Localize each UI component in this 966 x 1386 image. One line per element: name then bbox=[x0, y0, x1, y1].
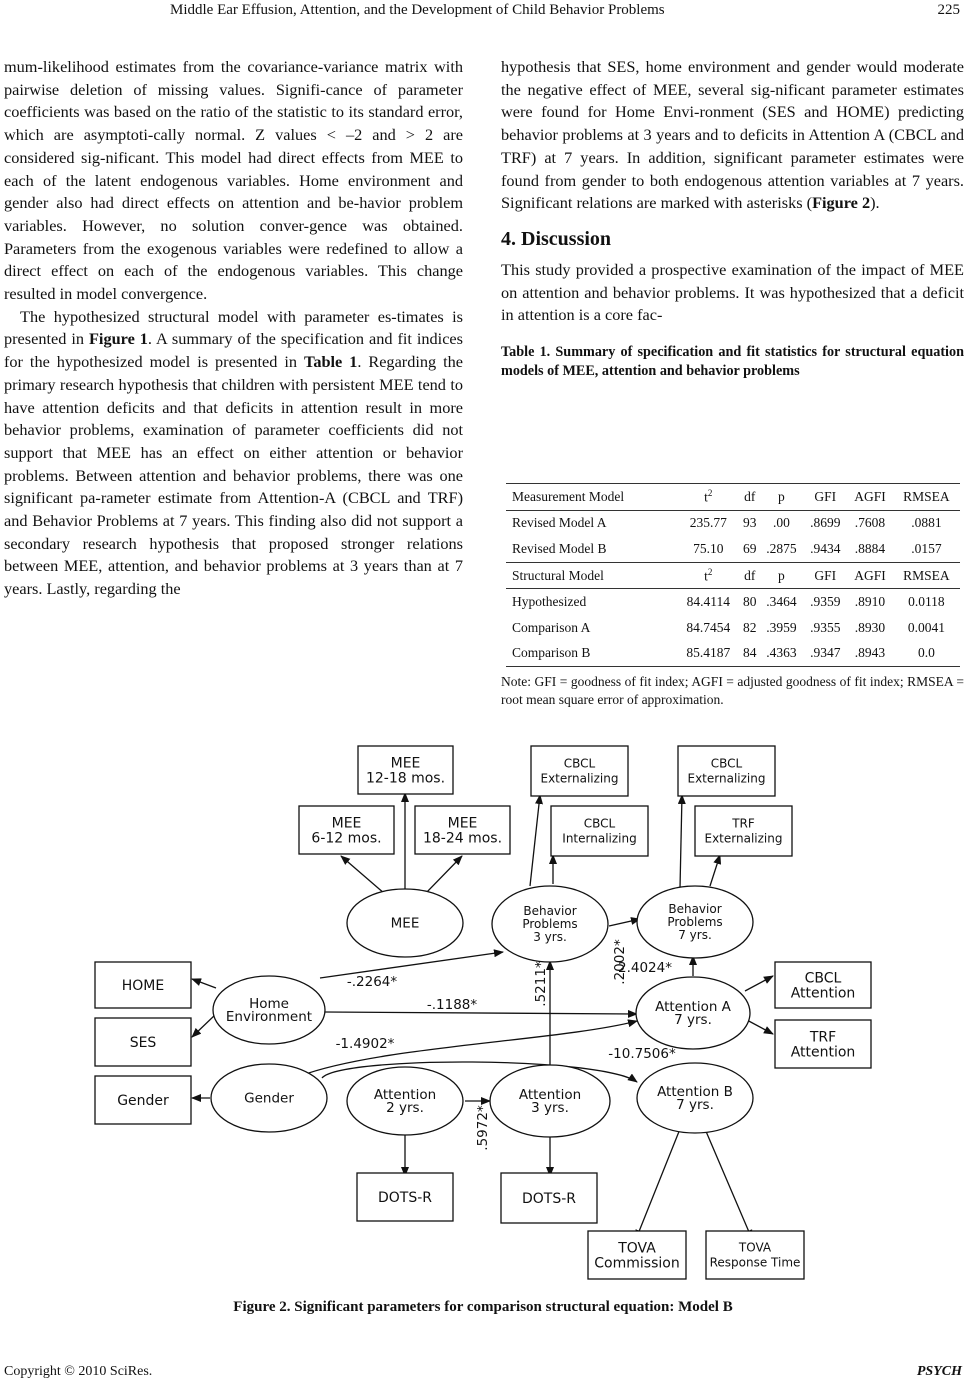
table-cell: .9434 bbox=[810, 540, 841, 556]
table-header-cell: $t^2$ bbox=[677, 484, 740, 511]
node-label: CBCL bbox=[710, 756, 743, 771]
table-cell: .3959 bbox=[766, 619, 797, 635]
path-coefficient: -1.4902* bbox=[335, 1036, 395, 1052]
node-label: DOTS-R bbox=[521, 1190, 577, 1207]
node-label: Attention A bbox=[655, 999, 731, 1016]
table-cell: 80 bbox=[742, 594, 757, 610]
page-number: 225 bbox=[937, 2, 960, 18]
node-label: 3 yrs. bbox=[531, 1100, 569, 1117]
box-mee-18-24 bbox=[415, 806, 510, 854]
table-cell: .8884 bbox=[854, 540, 886, 556]
section-heading-discussion: 4. Discussion bbox=[501, 227, 612, 250]
table-cell: .7608 bbox=[854, 515, 886, 531]
path-coefficient: .5211* bbox=[533, 961, 549, 1007]
node-label: SES bbox=[129, 1034, 157, 1051]
table-cell: .9347 bbox=[803, 641, 847, 667]
node-label: Environment bbox=[225, 1009, 313, 1026]
table-cell: .9355 bbox=[810, 619, 841, 635]
box-cbcl-ext-7 bbox=[678, 746, 775, 796]
node-label: TRF bbox=[809, 1029, 837, 1046]
latent-mee bbox=[347, 889, 463, 957]
box-mee-12-18 bbox=[358, 746, 453, 794]
path-coefficient: 2.4024* bbox=[618, 960, 672, 976]
table-header-cell: GFI bbox=[803, 562, 847, 589]
table-header-cell: RMSEA bbox=[893, 484, 960, 511]
path-coefficient: .2002* bbox=[612, 939, 628, 985]
node-label: Behavior bbox=[523, 904, 577, 919]
table-row bbox=[506, 641, 960, 667]
node-label: DOTS-R bbox=[377, 1189, 433, 1206]
page-footer bbox=[4, 1364, 962, 1380]
running-header bbox=[0, 2, 966, 24]
figure-1-ref: Figure 1 bbox=[88, 329, 148, 349]
node-label: Home bbox=[249, 996, 289, 1013]
table-cell: .3464 bbox=[766, 594, 797, 610]
node-label: 2 yrs. bbox=[386, 1100, 424, 1117]
table-cell: 0.0118 bbox=[908, 594, 945, 610]
latent-home-env bbox=[213, 976, 325, 1044]
node-label: HOME bbox=[121, 977, 165, 994]
table-cell: 0.0041 bbox=[907, 619, 945, 635]
table-cell: 84 bbox=[740, 641, 760, 667]
table-header-cell: AGFI bbox=[847, 562, 893, 589]
node-label: Externalizing bbox=[704, 831, 783, 846]
box-mee-6-12 bbox=[299, 806, 394, 854]
table-row bbox=[506, 615, 960, 641]
table-header-cell: p bbox=[759, 484, 803, 511]
table-cell: .0157 bbox=[911, 540, 942, 556]
table-cell: .8930 bbox=[854, 619, 886, 635]
table-cell: Revised Model B bbox=[512, 540, 607, 556]
path-coefficient: .5972* bbox=[475, 1105, 491, 1151]
node-label: MEE bbox=[390, 915, 420, 932]
table-cell: .2875 bbox=[766, 540, 797, 556]
table-header-row bbox=[506, 562, 960, 589]
table-header-cell: AGFI bbox=[847, 484, 893, 511]
box-trf-att bbox=[775, 1020, 871, 1068]
node-label: Externalizing bbox=[540, 771, 619, 786]
node-label: Attention bbox=[518, 1087, 582, 1104]
table-caption: Table 1. Summary of specification and fit statistics for structural equation models of MEE, attention and behavior problems bbox=[501, 344, 964, 380]
table-header-cell: p bbox=[759, 562, 803, 589]
node-label: 7 yrs. bbox=[678, 928, 712, 943]
node-label: TOVA bbox=[738, 1240, 772, 1255]
paragraph-discussion: This study provided a prospective examination of the impact of MEE on attention and behavior problems. It was hypothesized that a deficit in attention is a core fac- bbox=[501, 259, 964, 325]
table-row bbox=[506, 536, 960, 562]
table-1-ref: Table 1 bbox=[303, 352, 358, 372]
table-cell: 69 bbox=[742, 540, 757, 556]
table-cell: .8699 bbox=[810, 515, 841, 531]
box-cbcl-int-3 bbox=[551, 806, 648, 856]
node-label: Externalizing bbox=[687, 771, 766, 786]
box-tova-rt bbox=[706, 1231, 804, 1279]
path-coefficient: -10.7506* bbox=[608, 1046, 676, 1062]
table-row bbox=[506, 510, 960, 536]
figure-caption: Figure 2. Significant parameters for comparison structural equation: Model B bbox=[233, 1299, 733, 1315]
latent-att2 bbox=[347, 1067, 463, 1135]
node-label: 6-12 mos. bbox=[311, 830, 382, 847]
table-cell: 235.77 bbox=[689, 515, 727, 531]
node-label: Internalizing bbox=[562, 831, 637, 846]
box-dots-3 bbox=[501, 1173, 597, 1223]
node-label: Gender bbox=[244, 1090, 294, 1107]
table-cell: 0.0 bbox=[893, 641, 960, 667]
latent-att3 bbox=[490, 1065, 610, 1137]
structural-equation-diagram bbox=[0, 736, 966, 1296]
table-header-cell: GFI bbox=[803, 484, 847, 511]
right-column bbox=[501, 56, 964, 381]
node-label: TOVA bbox=[618, 1240, 656, 1257]
copyright: Copyright © 2010 SciRes. bbox=[4, 1364, 153, 1379]
table-cell: .9359 bbox=[810, 594, 841, 610]
node-label: MEE bbox=[390, 755, 421, 772]
paragraph-moderation: hypothesis that SES, home environment and gender would moderate the negative effect of MEE, several sig-nificant parameter estimates were found for Home Envi-ronment (SES and HOME) predicting behavior problems at 3 years and to deficits in Attention A (CBCL and TRF) at 7 years. In addition, significant parameter estimates were found from gender to both endogenous attention variables at 7 years. Significant relations are marked with asterisks (Figure 2). bbox=[501, 57, 964, 213]
latent-att-a bbox=[636, 977, 750, 1049]
table-cell: Hypothesized bbox=[512, 594, 587, 610]
node-label: MEE bbox=[447, 815, 478, 832]
box-trf-ext-7 bbox=[695, 806, 792, 856]
latent-att-b bbox=[637, 1063, 753, 1133]
paragraph-model-estimation: mum-likelihood estimates from the covariance-variance matrix with pairwise deletion of missing values. Signifi-cance of parameter coefficients was based on the ratio of the statistic to its standard error, which are asymptoti-cally normal. Z values < –2 and > 2 are considered sig-nificant. This model had direct effects from MEE to each of the latent endogenous variables. Home environment and gender also had direct effects on attention and be-havior problem variables. However, no solution conver-gence was obtained. Parameters from the exogenous variables were redefined to allow a direct effect on each of the endogenous variables. This change resulted in model convergence. bbox=[4, 57, 463, 304]
table-cell: 85.4187 bbox=[677, 641, 740, 667]
node-label: 18-24 mos. bbox=[422, 830, 503, 847]
latent-bp3 bbox=[492, 886, 608, 962]
node-label: CBCL bbox=[563, 756, 596, 771]
box-cbcl-ext-3 bbox=[531, 746, 628, 796]
table-header-cell: $t^2$ bbox=[677, 562, 740, 589]
table-cell: Comparison A bbox=[512, 619, 591, 635]
node-label: 7 yrs. bbox=[674, 1012, 712, 1029]
left-column bbox=[4, 56, 463, 601]
path-coefficient: -.2264* bbox=[346, 974, 398, 990]
node-label: CBCL bbox=[804, 970, 842, 987]
node-label: 7 yrs. bbox=[676, 1097, 714, 1114]
box-ses bbox=[95, 1018, 191, 1066]
node-label: Attention B bbox=[657, 1084, 733, 1101]
running-title: Middle Ear Effusion, Attention, and the Development of Child Behavior Problems bbox=[170, 2, 665, 18]
table-header-cell: df bbox=[740, 562, 760, 589]
table-note: Note: GFI = goodness of fit index; AGFI = adjusted goodness of fit index; RMSEA = root mean square error of approximation. bbox=[501, 674, 964, 707]
table-cell: 82 bbox=[742, 619, 757, 635]
table-cell: .00 bbox=[772, 515, 790, 531]
node-label: Problems bbox=[667, 915, 723, 930]
node-label: Attention bbox=[790, 985, 856, 1002]
node-label: 3 yrs. bbox=[533, 930, 567, 945]
fit-statistics-table bbox=[506, 483, 960, 667]
table-header-cell: df bbox=[740, 484, 760, 511]
box-dots-2 bbox=[357, 1173, 453, 1221]
table-cell: 84.4114 bbox=[686, 594, 730, 610]
figure-2-ref: Figure 2 bbox=[812, 193, 871, 213]
box-home bbox=[95, 962, 191, 1008]
node-label: MEE bbox=[331, 815, 362, 832]
latent-gender bbox=[211, 1064, 327, 1132]
node-label: 12-18 mos. bbox=[365, 770, 446, 787]
box-gender-box bbox=[95, 1076, 191, 1124]
table-cell: 93 bbox=[742, 515, 757, 531]
box-tova-comm bbox=[588, 1231, 686, 1279]
journal-name: PSYCH bbox=[916, 1364, 962, 1379]
node-label: Commission bbox=[594, 1255, 680, 1272]
table-cell: 84.7454 bbox=[686, 619, 731, 635]
node-label: Problems bbox=[522, 917, 578, 932]
node-label: Attention bbox=[373, 1087, 437, 1104]
table-cell: .8910 bbox=[854, 594, 886, 610]
table-row bbox=[506, 589, 960, 615]
paragraph-hypothesized-model: The hypothesized structural model with parameter es-timates is presented in Figure 1. A summary of the specification and fit indices for the hypothesized model is presented in Table 1. Regarding the primary research hypothesis that children with persistent MEE tend to have attention deficits and that deficits in attention result in more behavior problems, examination of parameter coefficients did not support that MEE has an effect on either attention or behavior problems. Between attention and behavior problems, there was one significant pa-rameter estimate from Attention-A (CBCL and TRF) and Behavior Problems at 7 years. This finding also did not support a secondary research hypothesis that proposed stronger relations between MEE, attention, and behavior problems at 3 years than at 7 years. Lastly, regarding the bbox=[4, 306, 463, 599]
table-cell: .0881 bbox=[911, 515, 942, 531]
node-label: CBCL bbox=[583, 816, 616, 831]
table-header-row bbox=[506, 484, 960, 511]
table-cell: .4363 bbox=[759, 641, 803, 667]
table-cell: Revised Model A bbox=[512, 515, 607, 531]
table-header-cell: Structural Model bbox=[506, 562, 677, 589]
node-label: Attention bbox=[790, 1044, 856, 1061]
node-label: Response Time bbox=[709, 1255, 801, 1270]
table-header-cell: Measurement Model bbox=[506, 484, 677, 511]
table-cell: Comparison B bbox=[506, 641, 677, 667]
node-label: Behavior bbox=[668, 902, 722, 917]
path-coefficient: -.1188* bbox=[426, 997, 478, 1013]
table-cell: .8943 bbox=[847, 641, 893, 667]
table-cell: 75.10 bbox=[693, 540, 724, 556]
node-label: TRF bbox=[732, 816, 755, 831]
box-cbcl-att bbox=[775, 962, 871, 1008]
node-label: Gender bbox=[117, 1092, 169, 1109]
latent-bp7 bbox=[637, 886, 753, 958]
table-header-cell: RMSEA bbox=[893, 562, 960, 589]
